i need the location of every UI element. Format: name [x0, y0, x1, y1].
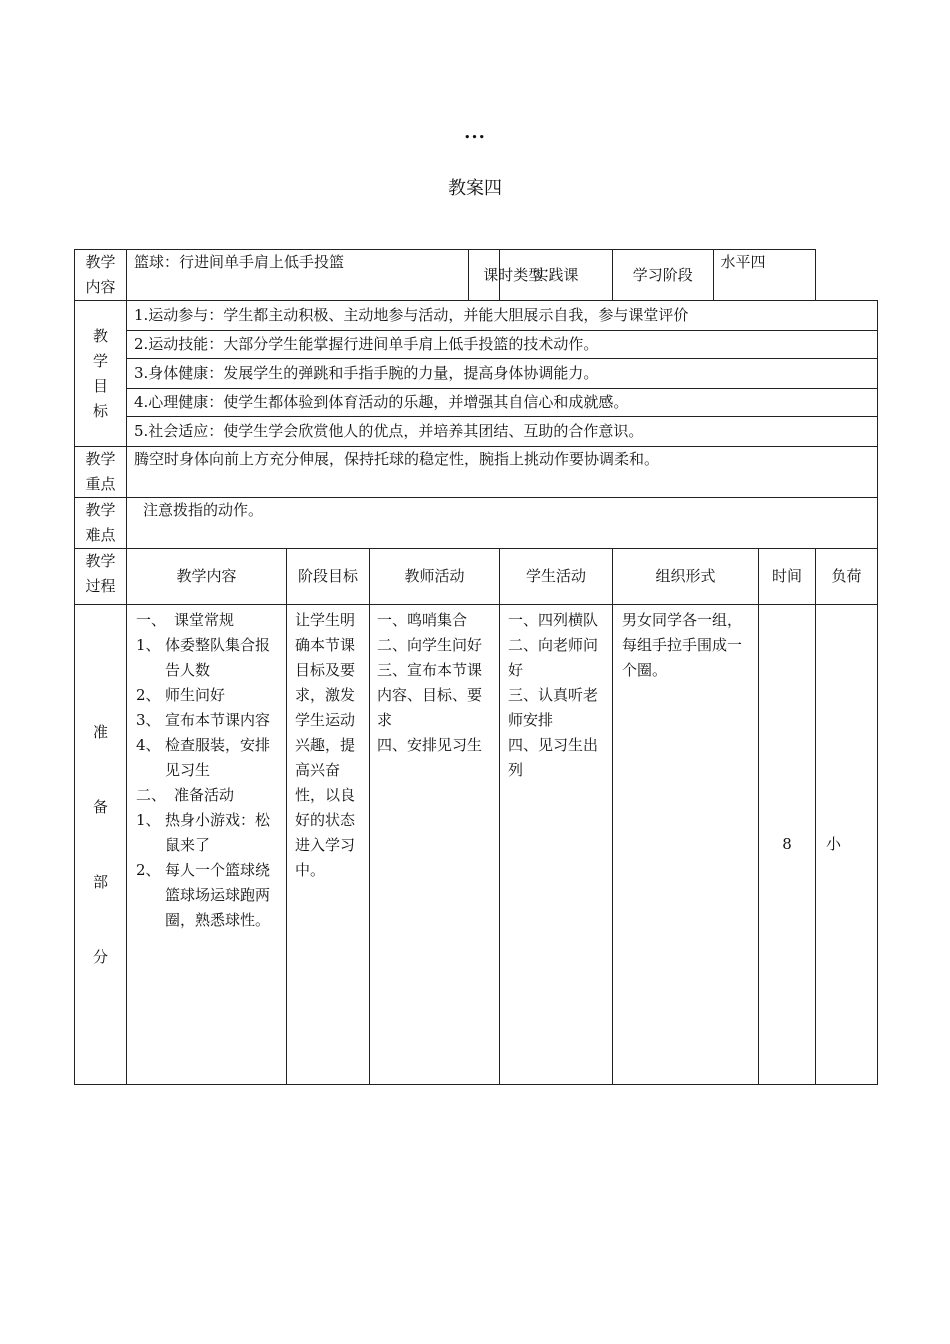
objective-item: 3.身体健康：发展学生的弹跳和手指手腕的力量，提高身体协调能力。	[127, 359, 878, 389]
header-load: 负荷	[816, 549, 878, 605]
list-item: 3、 宣布本节课内容	[136, 711, 271, 729]
list-item: 四、安排见习生	[377, 736, 483, 754]
list-item: 一、 课堂常规	[136, 611, 235, 629]
objective-item: 1.运动参与：学生都主动积极、主动地参与活动，并能大胆展示自我，参与课堂评价	[127, 301, 878, 331]
process-label: 教学 过程	[75, 549, 127, 605]
class-type-value: 实践课	[500, 250, 613, 301]
list-item: 一、四列横队	[508, 611, 599, 629]
header-content: 教学内容	[127, 549, 287, 605]
difficulty-row	[75, 498, 878, 549]
objective-row	[75, 359, 878, 389]
header-stage-goal: 阶段目标	[287, 549, 370, 605]
list-item: 2、 每人一个篮球绕篮球场运球跑两圈，熟悉球性。	[136, 861, 271, 929]
header-teacher: 教师活动	[370, 549, 500, 605]
page-ellipsis: ...	[464, 122, 486, 143]
list-item: 2、 师生问好	[136, 686, 226, 704]
stage-label: 学习阶段	[613, 250, 713, 300]
objective-row	[75, 331, 878, 359]
header-student: 学生活动	[500, 549, 613, 605]
content-value: 篮球：行进间单手肩上低手投篮	[127, 250, 468, 300]
prep-content	[127, 605, 287, 1085]
prep-label: 准 备 部 分	[75, 605, 127, 1085]
prep-row	[75, 605, 878, 1085]
stage-value: 水平四	[720, 253, 766, 271]
list-item: 二、向学生问好	[377, 636, 483, 654]
objective-row	[75, 301, 878, 331]
prep-student	[500, 605, 613, 1085]
content-label: 教学 内容	[75, 250, 127, 301]
objective-item: 4.心理健康：使学生都体验到体育活动的乐趣，并增强其自信心和成就感。	[127, 389, 878, 417]
list-item: 三、宣布本节课内容、目标、要求	[377, 661, 483, 729]
list-item: 4、 检查服装，安排见习生	[136, 736, 271, 779]
objectives-label: 教 学 目 标	[75, 301, 127, 447]
key-points-row	[75, 447, 878, 498]
class-type-label: 课时类型	[483, 265, 544, 284]
list-item: 四、见习生出列	[508, 736, 599, 779]
prep-load: 小	[816, 605, 878, 1085]
objective-row	[75, 417, 878, 447]
list-item: 1、 热身小游戏：松鼠来了	[136, 811, 271, 854]
difficulty-value: 注意拨指的动作。	[127, 498, 878, 549]
list-item: 三、认真听老师安排	[508, 686, 599, 729]
prep-stage-goal: 让学生明确本节课目标及要求，激发学生运动兴趣，提高兴奋性，以良好的状态进入学习中。	[287, 605, 370, 1085]
lesson-plan-table	[74, 249, 878, 1085]
prep-content-list	[136, 608, 282, 933]
process-header-row	[75, 549, 878, 605]
key-points-label: 教学 重点	[75, 447, 127, 498]
objective-row	[75, 389, 878, 417]
key-points-value: 腾空时身体向前上方充分伸展，保持托球的稳定性，腕指上挑动作要协调柔和。	[127, 447, 878, 498]
list-item: 二、向老师问好	[508, 636, 599, 679]
difficulty-label: 教学 难点	[75, 498, 127, 549]
header-time: 时间	[759, 549, 816, 605]
list-item: 二、 准备活动	[136, 786, 235, 804]
list-item: 1、 体委整队集合报告人数	[136, 636, 271, 679]
prep-time: 8	[759, 605, 816, 1085]
objective-item: 2.运动技能：大部分学生能掌握行进间单手肩上低手投篮的技术动作。	[127, 331, 878, 359]
page-title: 教案四	[448, 178, 502, 199]
prep-organization: 男女同学各一组，每组手拉手围成一个圈。	[613, 605, 759, 1085]
content-row	[75, 250, 878, 301]
prep-teacher	[370, 605, 500, 1085]
objective-item: 5.社会适应：使学生学会欣赏他人的优点，并培养其团结、互助的合作意识。	[127, 417, 878, 447]
list-item: 一、鸣哨集合	[377, 611, 468, 629]
header-organization: 组织形式	[613, 549, 759, 605]
